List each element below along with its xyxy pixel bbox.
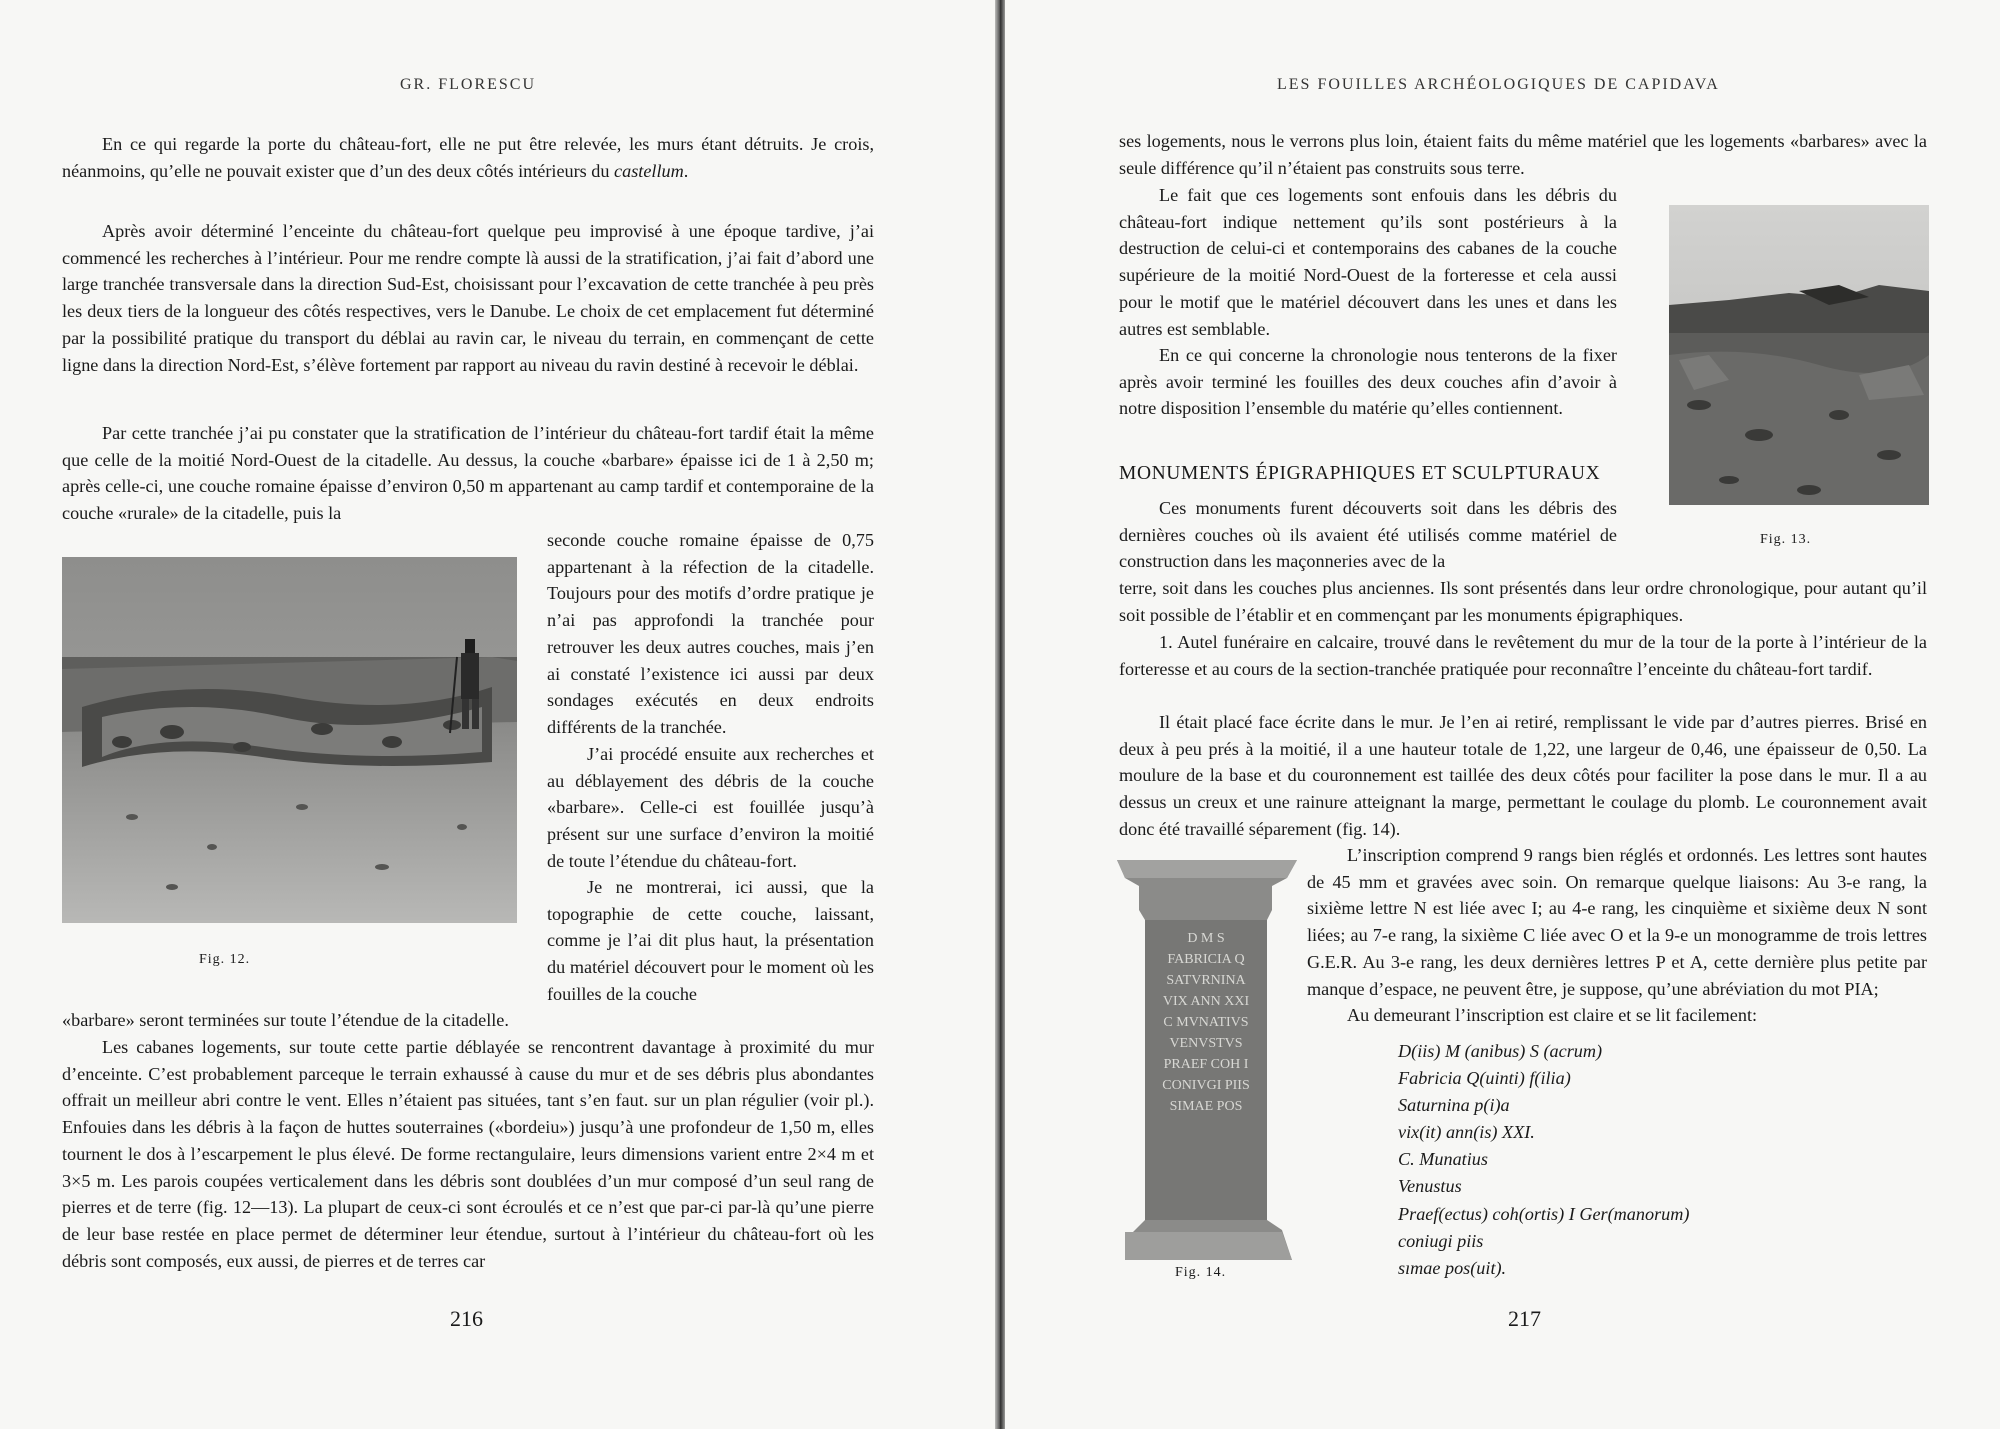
inscription-line: D(iis) M (anibus) S (acrum): [1398, 1041, 1603, 1061]
inscription-line: vix(it) ann(is) XXI.: [1398, 1122, 1535, 1143]
altar-carved-line: SIMAE POS: [1169, 1099, 1243, 1114]
altar-carved-line: D M S: [1187, 931, 1225, 946]
paragraph: Après avoir déterminé l’enceinte du château-fort quelque peu improvisé à une époque tardive, j’ai commencé les recherches à l’intérieur. Pour me rendre compte là aussi de la stratification, j’ai fait d’abord une large tranchée transversale dans la direction Sud-Est, choisissant pour l’excavation de cette tranchée à peu près les deux tiers de la longueur des côtés respectives, vers le Danube. Le choix de cet emplacement fut déterminé par la possibilité pratique du transport du déblai au ravin car, le niveau du terrain, en commençant de cette ligne dans la direction Nord-Est, s’élève fortement par rapport au niveau du ravin destiné à recevoir le déblai.: [62, 221, 874, 375]
paragraph: Je ne montrerai, ici aussi, que la topographie de cette couche, laissant, comme je l’ai dit plus haut, la présentation du matériel découvert pour le moment où les fouilles de la couche: [547, 877, 874, 1004]
altar-carved-line: CONIVGI PIIS: [1162, 1078, 1250, 1093]
inscription-line: Fabricia Q(uinti) f(ilia): [1398, 1068, 1571, 1089]
paragraph: En ce qui concerne la chronologie nous tenterons de la fixer après avoir terminé les fouilles des deux couches afin d’avoir à notre disposition l’ensemble du matérie qu’elles contiennent.: [1119, 345, 1617, 419]
inscription-line: C. Munatius: [1398, 1149, 1488, 1170]
fig-14-photo: [1117, 860, 1297, 1260]
fig-12-caption: Fig. 12.: [199, 952, 251, 967]
section-heading: MONUMENTS ÉPIGRAPHIQUES ET SCULPTURAUX: [1119, 463, 1601, 484]
inscription-line: sımae pos(uit).: [1398, 1257, 1507, 1278]
paragraph: Les cabanes logements, sur toute cette partie déblayée se rencontrent davantage à proximité du mur d’enceinte. C’est probablement parceque le terrain exhaussé à cause du mur et de ses débris plus abondantes offrait un meilleur abri contre le vent. Elles n’étaient pas situées, tant s’en faut. sur un plan régulier (voir pl.). Enfouies dans les débris à la façon de huttes souterraines («bordeiu») jusqu’à une profondeur de 1,50 m, elles tournent le dos à l’escarpement le plus élevé. De forme rectangulaire, leurs dimensions varient entre 2×4 m et 3×5 m. Les parois coupées verticalement dans les débris sont doublées d’un mur composé d’un seul rang de pierres et de terre (fig. 12—13). La plupart de ceux-ci sont écroulés et ce n’est que par-ci par-là qu’une pierre de leur base restée en place permet de déterminer leur étendue, surtout à l’intérieur du château-fort où les débris sont composés, eux aussi, de pierres et de terres car: [62, 1037, 874, 1271]
paragraph: «barbare» seront terminées sur toute l’étendue de la citadelle.: [62, 1010, 509, 1030]
inscription-line: Saturnina p(i)a: [1398, 1095, 1510, 1116]
inscription-line: coniugi piis: [1398, 1230, 1484, 1251]
altar-carved-line: PRAEF COH I: [1163, 1057, 1249, 1072]
fig-12-photo: [62, 557, 517, 923]
paragraph: J’ai procédé ensuite aux recherches et au déblayement des débris de la couche «barbare». Celle-ci est fouillée jusqu’à présent sur une surface d’environ la moitié de toute l’étendue du château-fort.: [547, 744, 874, 871]
fig-13-caption: Fig. 13.: [1760, 532, 1812, 547]
altar-carved-line: SATVRNINA: [1166, 973, 1246, 988]
page-number: 216: [450, 1306, 483, 1331]
paragraph: ses logements, nous le verrons plus loin, étaient faits du même matériel que les logements «barbares» avec la seule différence qu’il n’étaient pas construits sous terre.: [1119, 131, 1927, 178]
paragraph: Le fait que ces logements sont enfouis dans les débris du château-fort indique nettement qu’ils sont postérieurs à la destruction de celui-ci et contemporains des cabanes de la couche supérieure de la moitié Nord-Ouest de la forteresse et cela aussi pour le motif que le matériel découvert dans les unes et dans les autres est semblable.: [1119, 185, 1617, 339]
page-number: 217: [1508, 1306, 1541, 1331]
paragraph: Il était placé face écrite dans le mur. Je l’en ai retiré, remplissant le vide par d’autres pierres. Brisé en deux à peu prés à la moitié, il a une hauteur totale de 1,22, une largeur de 0,46, une épaisseur de 0,50. La moulure de la base et du couronnement est taillée des deux côtés pour faciliter la pose dans le mur. Il a au dessus un creux et une rainure atteignant la marge, permettant le coulage du plomb. Le couronnement avait donc été travaillé séparement (fig. 14).: [1119, 712, 1927, 839]
altar-carved-line: C MVNATIVS: [1163, 1015, 1249, 1030]
paragraph: terre, soit dans les couches plus anciennes. Ils sont présentés dans leur ordre chronologique, pour autant qu’il soit possible de l’établir et en commençant par les monuments épigraphiques.: [1119, 578, 1927, 625]
paragraph: Par cette tranchée j’ai pu constater que la stratification de l’intérieur du château-fort tardif était la même que celle de la moitié Nord-Ouest de la citadelle. Au dessus, la couche «barbare» épaisse ici de 1 à 2,50 m; après celle-ci, une couche romaine épaisse d’environ 0,50 m appartenant au camp tardif et contemporaine de la couche «rurale» de la citadelle, puis la: [62, 423, 874, 524]
paragraph: En ce qui regarde la porte du château-fort, elle ne put être relevée, les murs étant détruits. Je crois, néanmoins, qu’elle ne pouvait exister que d’un des deux côtés intérieurs du castellum.: [62, 134, 874, 181]
altar-carved-line: VIX ANN XXI: [1162, 994, 1250, 1009]
book-gutter: [995, 0, 1005, 1429]
fig-14-caption: Fig. 14.: [1175, 1265, 1227, 1280]
right-page: [1005, 0, 2000, 1429]
inscription-line: Praef(ectus) coh(ortis) I Ger(manorum): [1398, 1203, 1690, 1224]
left-page: [0, 0, 995, 1429]
inscription-line: Venustus: [1398, 1176, 1462, 1197]
paragraph: L’inscription comprend 9 rangs bien réglés et ordonnés. Les lettres sont hautes de 45 mm et gravées avec soin. On remarque quelque liaisons: Au 3-e rang, la sixième lettre N est liée avec I; au 4-e rang, les cinquième et sixième deux N sont liées; au 7-e rang, la sixième C liée avec O et la 9-e un monogramme de trois lettres G.E.R. Au 3-e rang, les deux dernières lettres P et A, cette dernière plus petite par manque d’espace, ne peuvent être, je suppose, qu’une abréviation du mot PIA;: [1307, 845, 1927, 999]
paragraph: Au demeurant l’inscription est claire et se lit facilement:: [1347, 1005, 1758, 1025]
paragraph: Ces monuments furent découverts soit dans les débris des dernières couches où ils avaient été utilisés comme matériel de construction dans les maçonneries avec de la: [1119, 498, 1617, 572]
running-head: GR. FLORESCU: [400, 76, 537, 93]
altar-carved-line: VENVSTVS: [1169, 1036, 1243, 1051]
paragraph: seconde couche romaine épaisse de 0,75 appartenant à la réfection de la citadelle. Toujours pour des motifs d’ordre pratique je n’ai pas approfondi la tranchée pour retrouver les deux autres couches, mais j’en ai constaté l’existence ici aussi par deux sondages exécutés en deux endroits différents de la tranchée.: [547, 530, 874, 737]
altar-carved-line: FABRICIA Q: [1167, 952, 1245, 967]
fig-13-photo: [1669, 205, 1929, 505]
running-head: LES FOUILLES ARCHÉOLOGIQUES DE CAPIDAVA: [1277, 76, 1720, 93]
paragraph: 1. Autel funéraire en calcaire, trouvé dans le revêtement du mur de la tour de la porte à l’intérieur de la forteresse et au cours de la section-tranchée pratiquée pour reconnaître l’enceinte du château-fort tardif.: [1119, 632, 1927, 679]
inscription-transcription: [1398, 1038, 1689, 1282]
